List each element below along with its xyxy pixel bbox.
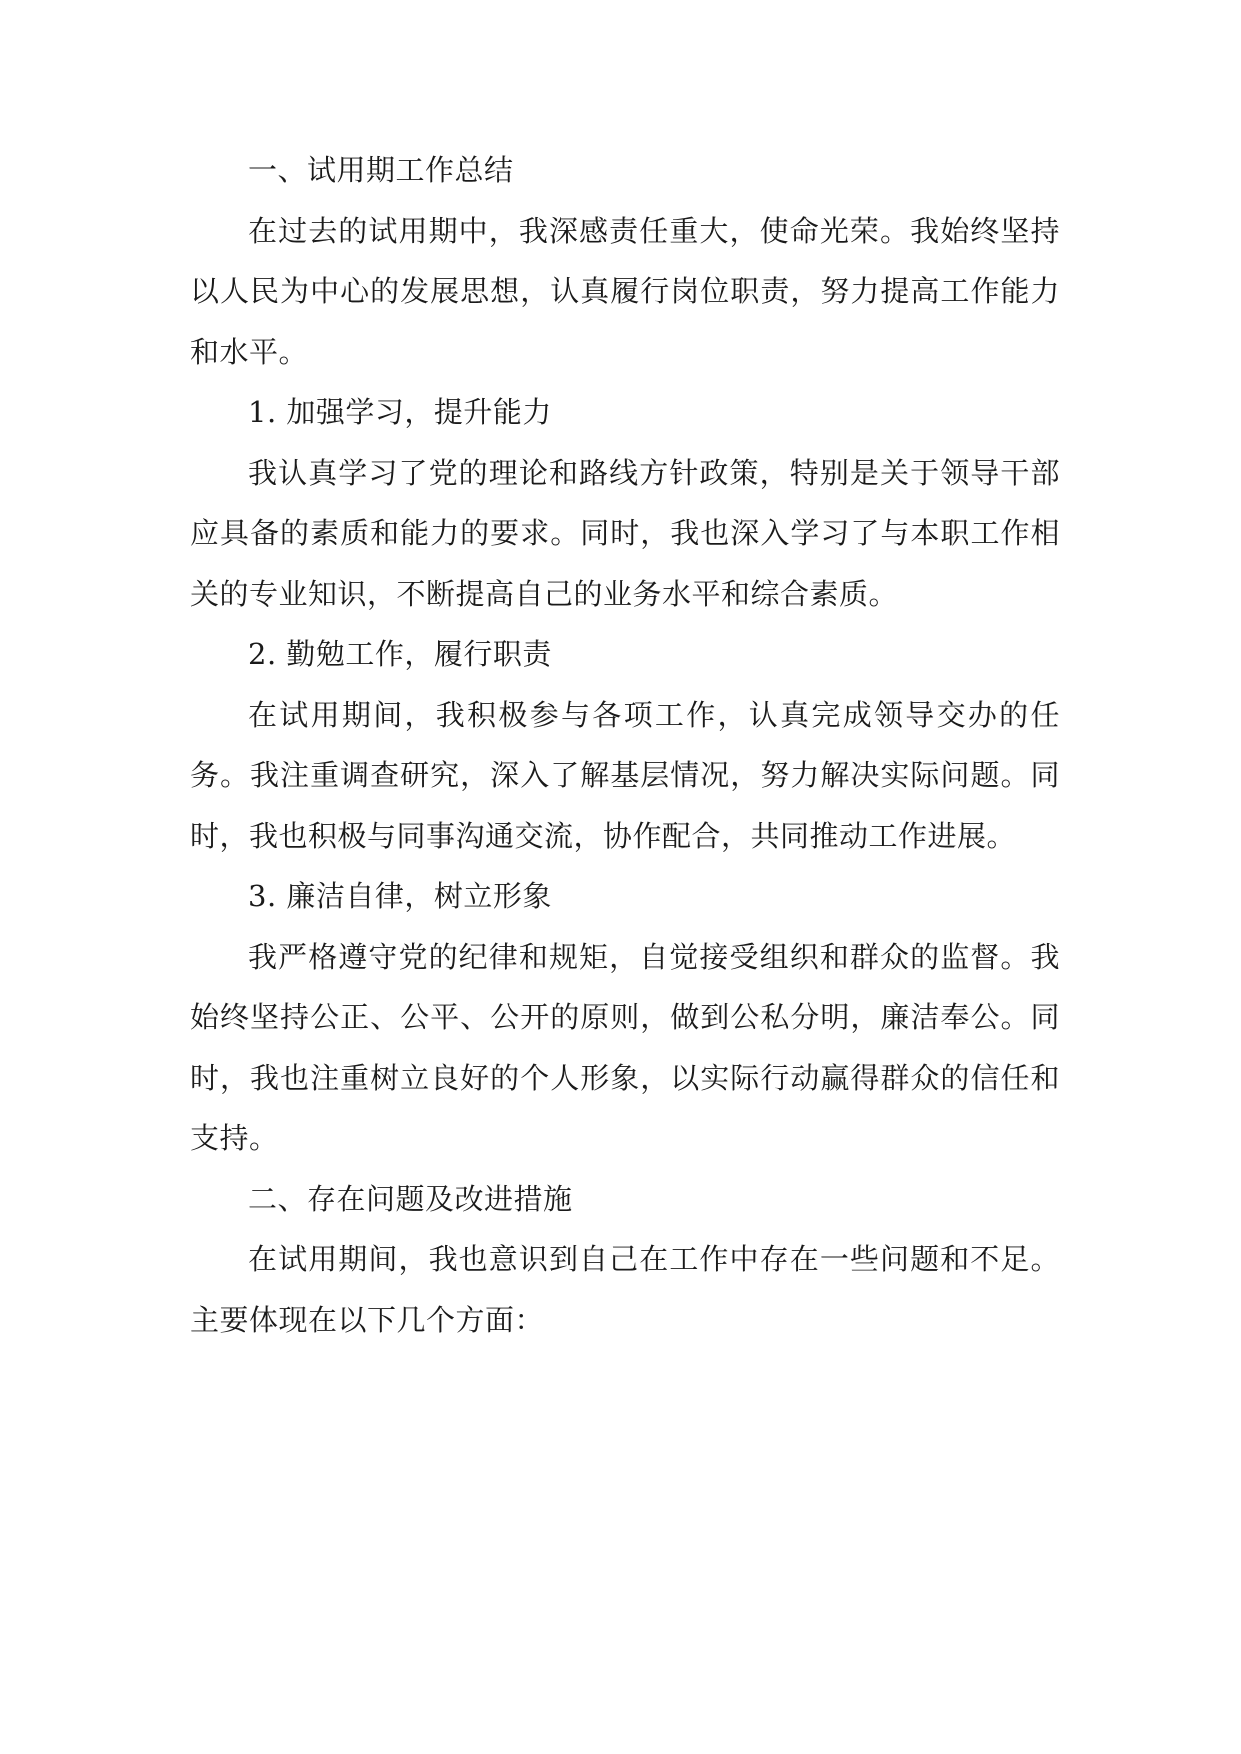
section-heading-problems: 二、存在问题及改进措施 (248, 1181, 573, 1216)
body-paragraph: 在试用期间，我积极参与各项工作，认真完成领导交办的任务。我注重调查研究，深入了解基层情况，努力解决实际问题。同时，我也积极与同事沟通交流，协作配合，共同推动工作进展。 (190, 697, 1060, 853)
document-body (190, 140, 1060, 1350)
body-paragraph: 我认真学习了党的理论和路线方针政策，特别是关于领导干部应具备的素质和能力的要求。同时，我也深入学习了与本职工作相关的专业知识，不断提高自己的业务水平和综合素质。 (190, 455, 1060, 611)
subheading-integrity: 3. 廉洁自律，树立形象 (248, 879, 552, 913)
body-paragraph: 在试用期间，我也意识到自己在工作中存在一些问题和不足。主要体现在以下几个方面： (190, 1242, 1060, 1337)
subheading-work: 2. 勤勉工作，履行职责 (248, 637, 552, 671)
body-paragraph: 我严格遵守党的纪律和规矩，自觉接受组织和群众的监督。我始终坚持公正、公平、公开的原则，做到公私分明，廉洁奉公。同时，我也注重树立良好的个人形象，以实际行动赢得群众的信任和支持。 (190, 939, 1060, 1155)
subheading-study: 1. 加强学习，提升能力 (248, 395, 552, 429)
body-paragraph: 在过去的试用期中，我深感责任重大，使命光荣。我始终坚持以人民为中心的发展思想，认真履行岗位职责，努力提高工作能力和水平。 (190, 213, 1060, 369)
section-heading-probation-summary: 一、试用期工作总结 (248, 153, 514, 187)
